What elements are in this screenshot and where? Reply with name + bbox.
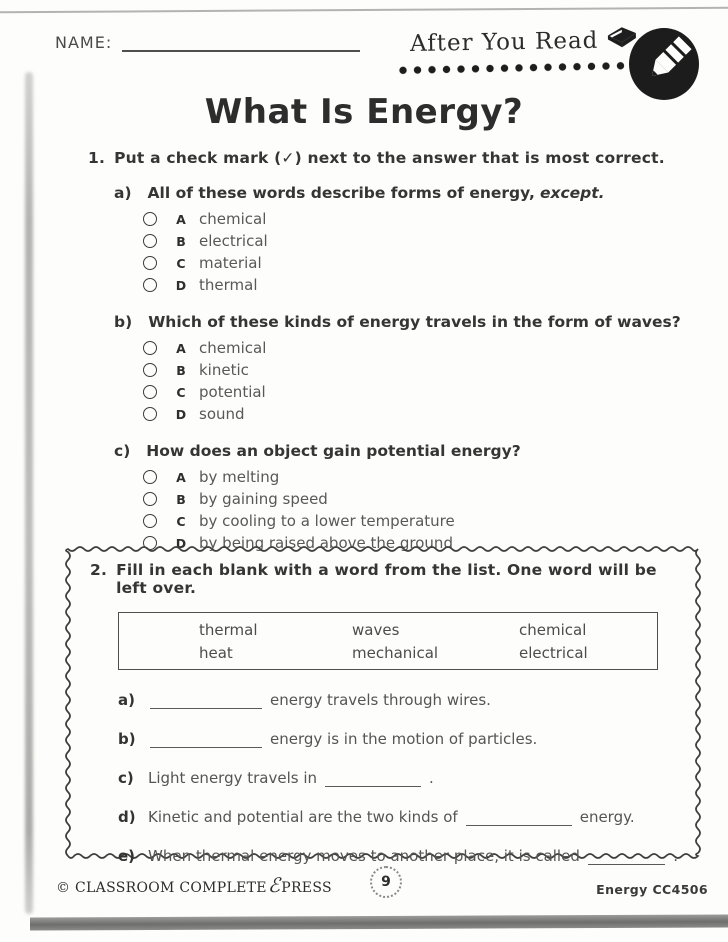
q1-number: 1. [88,149,106,167]
answer-blank[interactable] [588,849,665,865]
dotted-trail [398,60,630,77]
q1a-question-text: All of these words describe forms of energy, except. [147,184,605,202]
radio-circle[interactable] [143,492,157,506]
option-row [143,359,688,381]
q1c-label: c) [114,442,131,460]
q1a-question-italic: except. [539,184,605,202]
radio-circle[interactable] [143,407,157,421]
option-text: by cooling to a lower temperature [199,512,455,530]
answer-blank[interactable] [150,693,262,709]
q1a-label: a) [114,184,132,202]
q1b-question [114,313,688,331]
radio-circle[interactable] [143,256,157,270]
q2-number: 2. [90,561,108,579]
option-text: sound [199,405,245,423]
name-input-line[interactable] [122,34,360,52]
radio-circle[interactable] [143,385,157,399]
fill-item-label: b) [118,730,136,748]
q1c-question-text: How does an object gain potential energy? [146,442,521,460]
option-key: A [176,469,186,485]
option-text: chemical [199,210,267,228]
page-title: What Is Energy? [204,92,524,132]
q1-part-c [88,442,688,554]
page-number-badge [370,866,402,898]
answer-blank[interactable] [150,732,262,748]
press-logo-icon: ℰ [267,873,281,897]
q1c-options [143,466,688,554]
radio-circle[interactable] [143,278,157,292]
fill-item-text: . [429,769,434,787]
fill-item-label: d) [118,808,136,826]
option-key: C [176,255,186,271]
fill-item-a [118,689,678,709]
option-row [143,274,688,296]
option-key: C [176,384,186,400]
q1b-question-text: Which of these kinds of energy travels in the form of waves? [148,313,681,331]
q1a-options [143,208,688,296]
scan-edge-line [0,7,728,13]
fill-item-d [118,806,678,826]
q1a-question [114,184,688,202]
word-bank-item: chemical [519,620,587,639]
option-text: electrical [199,232,268,250]
option-text: material [199,254,262,272]
q1-part-a [88,184,688,296]
option-text: chemical [199,339,267,357]
word-bank-item: thermal [199,620,258,639]
option-row [143,381,688,403]
option-text: by melting [199,468,280,486]
ribbon-label: After You Read [409,27,599,57]
fill-item-label: c) [118,769,134,787]
option-key: A [176,211,186,227]
option-key: B [176,362,186,378]
fill-item-text: energy. [579,808,635,826]
option-text: kinetic [199,361,249,379]
scan-binding-shadow [25,72,33,914]
pencil-circle-icon [628,27,700,101]
q1-part-b [88,313,688,425]
name-label: NAME: [55,33,113,52]
answer-blank[interactable] [466,810,572,826]
copyright [56,873,332,897]
option-row [143,488,688,510]
fill-item-text: Kinetic and potential are the two kinds of [148,808,458,826]
radio-circle[interactable] [143,212,157,226]
fill-item-label: a) [118,691,135,709]
radio-circle[interactable] [143,234,157,248]
fill-item-text: energy travels through wires. [270,691,491,709]
option-text: by being raised above the ground [199,534,453,552]
copyright-left: © CLASSROOM COMPLETE [56,880,267,896]
option-text: by gaining speed [199,490,328,508]
q1b-label: b) [114,313,133,331]
after-you-read-ribbon [410,25,639,59]
answer-blank[interactable] [325,771,421,787]
word-bank-item: mechanical [352,643,439,662]
q1c-question [114,442,688,460]
option-text: potential [199,383,266,401]
fill-item-label: e) [118,847,136,865]
q1b-options [143,337,688,425]
fill-item-e [118,845,678,865]
option-row [143,230,688,252]
radio-circle[interactable] [143,514,157,528]
option-key: B [176,491,186,507]
fill-item-text: Light energy travels in [148,769,318,787]
option-key: A [176,340,186,356]
fill-item-text: When thermal energy moves to another place, it is called [148,847,580,865]
fill-item-b [118,728,678,748]
word-bank-item: waves [352,620,400,639]
q2-prompt-text: Fill in each blank with a word from the list. One word will be left over. [116,561,657,597]
q2-prompt [90,561,678,597]
q1-prompt [88,149,688,167]
question-2-box [64,545,702,865]
name-row [55,33,360,52]
word-bank-item: electrical [519,643,588,662]
scan-bottom-shadow [30,914,728,930]
word-bank [118,612,658,670]
q1-prompt-text: Put a check mark (✓) next to the answer that is most correct. [114,149,665,167]
option-row [143,337,688,359]
page-number: 9 [381,874,391,890]
fill-item-c [118,767,678,787]
option-row [143,208,688,230]
option-row [143,403,688,425]
option-key: B [176,233,186,249]
option-key: D [175,277,187,293]
word-bank-item: heat [199,643,233,662]
option-row [143,252,688,274]
option-key: C [176,513,186,529]
option-row [143,510,688,532]
option-key: D [175,535,187,551]
radio-circle[interactable] [143,363,157,377]
option-text: thermal [199,276,258,294]
radio-circle[interactable] [143,341,157,355]
copyright-right: PRESS [281,880,332,896]
fill-item-text: energy is in the motion of particles. [270,730,538,748]
radio-circle[interactable] [143,470,157,484]
option-key: D [175,406,187,422]
option-row [143,466,688,488]
workbook-code: Energy CC4506 [596,882,708,897]
question-1 [88,149,688,554]
fill-item-text: . [673,847,678,865]
question-2 [90,561,678,865]
